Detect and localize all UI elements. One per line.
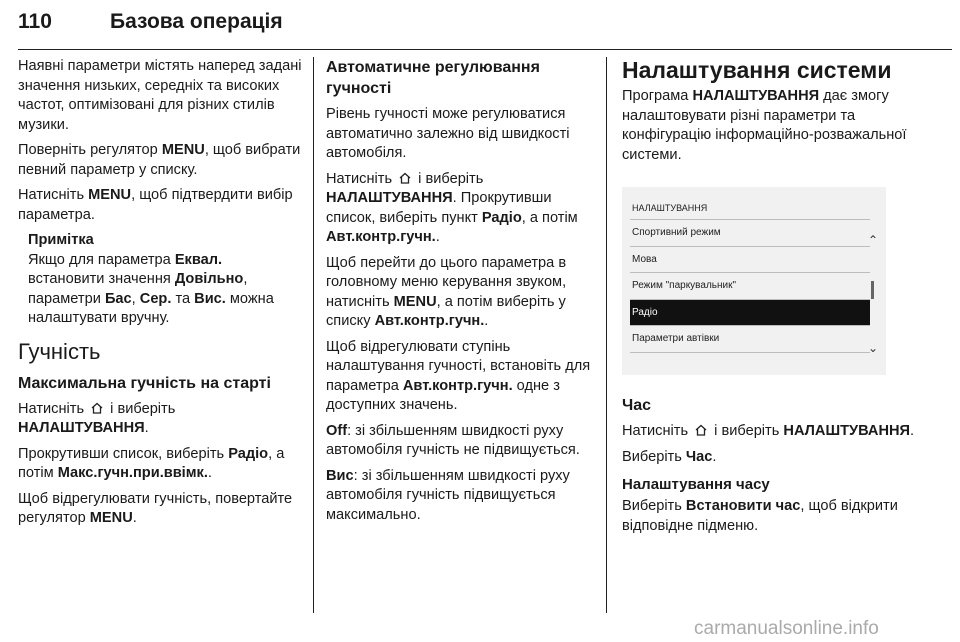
paragraph: Наявні параметри містять наперед задані значення низьких, середніх та високих частот, оптимізовані для різних стилів музики.: [18, 58, 302, 133]
column-divider: [313, 57, 314, 613]
subsection-heading: Час: [622, 397, 652, 414]
page-number: 110: [18, 10, 52, 33]
column-right: [622, 57, 942, 542]
note-text: Якщо для параметра Еквал. встановити значення Довільно, параметри Бас, Сер. та Вис. можна налаштувати вручну.: [28, 251, 274, 326]
paragraph: Натисніть і виберіть НАЛАШТУВАННЯ. Прокрутивши список, виберіть пункт Радіо, а потім Авт.контр.гучн..: [326, 170, 578, 245]
home-icon: [694, 423, 708, 437]
menu-item-selected: Радіо: [630, 300, 870, 327]
paragraph: Натисніть MENU, щоб підтвердити вибір параметра.: [18, 187, 293, 223]
menu-item: Режим "паркувальник": [630, 273, 870, 300]
paragraph: Вис: зі збільшенням швидкості руху автомобіля гучність підвищується максимально.: [326, 467, 570, 523]
column-left: [18, 57, 302, 535]
paragraph: Прокрутивши список, виберіть Радіо, а потім Макс.гучн.при.ввімк..: [18, 445, 285, 481]
paragraph: Щоб перейти до цього параметра в головному меню керування звуком, натисніть MENU, а потім виберіть у списку Авт.контр.гучн..: [326, 254, 567, 329]
paragraph: Виберіть Час.: [622, 448, 717, 465]
subsection-heading: Максимальна гучність на старті: [18, 374, 271, 392]
home-icon: [398, 171, 412, 185]
paragraph: Поверніть регулятор MENU, щоб вибрати певний параметр у списку.: [18, 142, 301, 178]
note-block: [28, 231, 302, 329]
settings-menu: [630, 197, 870, 353]
paragraph: Натисніть і виберіть НАЛАШТУВАННЯ.: [18, 400, 176, 436]
subsection-heading: Налаштування часу: [622, 476, 770, 493]
menu-item: Спортивний режим: [630, 220, 870, 247]
watermark: carmanualsonline.info: [694, 618, 879, 639]
note-title: Примітка: [28, 232, 94, 248]
menu-title: НАЛАШТУВАННЯ: [630, 197, 870, 220]
paragraph: Програма НАЛАШТУВАННЯ дає змогу налаштовувати різні параметри та конфігурацію інформаційно-розважальної системи.: [622, 88, 907, 163]
page-header: [18, 6, 952, 46]
column-middle: [326, 57, 594, 531]
menu-item: Мова: [630, 247, 870, 274]
subsection-heading: Автоматичне регулювання гучності: [326, 59, 540, 97]
header-divider: [18, 49, 952, 50]
section-heading: Гучність: [18, 338, 101, 364]
paragraph: Рівень гучності може регулюватися автоматично залежно від швидкості автомобіля.: [326, 106, 570, 161]
home-icon: [90, 401, 104, 415]
paragraph: Виберіть Встановити час, щоб відкрити відповідне підменю.: [622, 498, 898, 534]
paragraph: Щоб відрегулювати гучність, повертайте регулятор MENU.: [18, 490, 293, 526]
settings-screen-image: [622, 187, 886, 375]
chevron-down-icon: ⌄: [867, 341, 878, 355]
page-title: Базова операція: [110, 10, 283, 33]
paragraph: Натисніть і виберіть НАЛАШТУВАННЯ.: [622, 423, 915, 439]
column-divider: [606, 57, 607, 613]
section-heading: Налаштування системи: [622, 57, 892, 83]
paragraph: Off: зі збільшенням швидкості руху автомобіля гучність не підвищується.: [326, 422, 580, 458]
paragraph: Щоб відрегулювати ступінь налаштування гучності, встановіть для параметра Авт.контр.гучн. одне з доступних значень.: [326, 338, 591, 413]
chevron-up-icon: ⌃: [867, 233, 878, 247]
scrollbar-thumb: [871, 281, 874, 299]
menu-item: Параметри автівки: [630, 326, 870, 353]
